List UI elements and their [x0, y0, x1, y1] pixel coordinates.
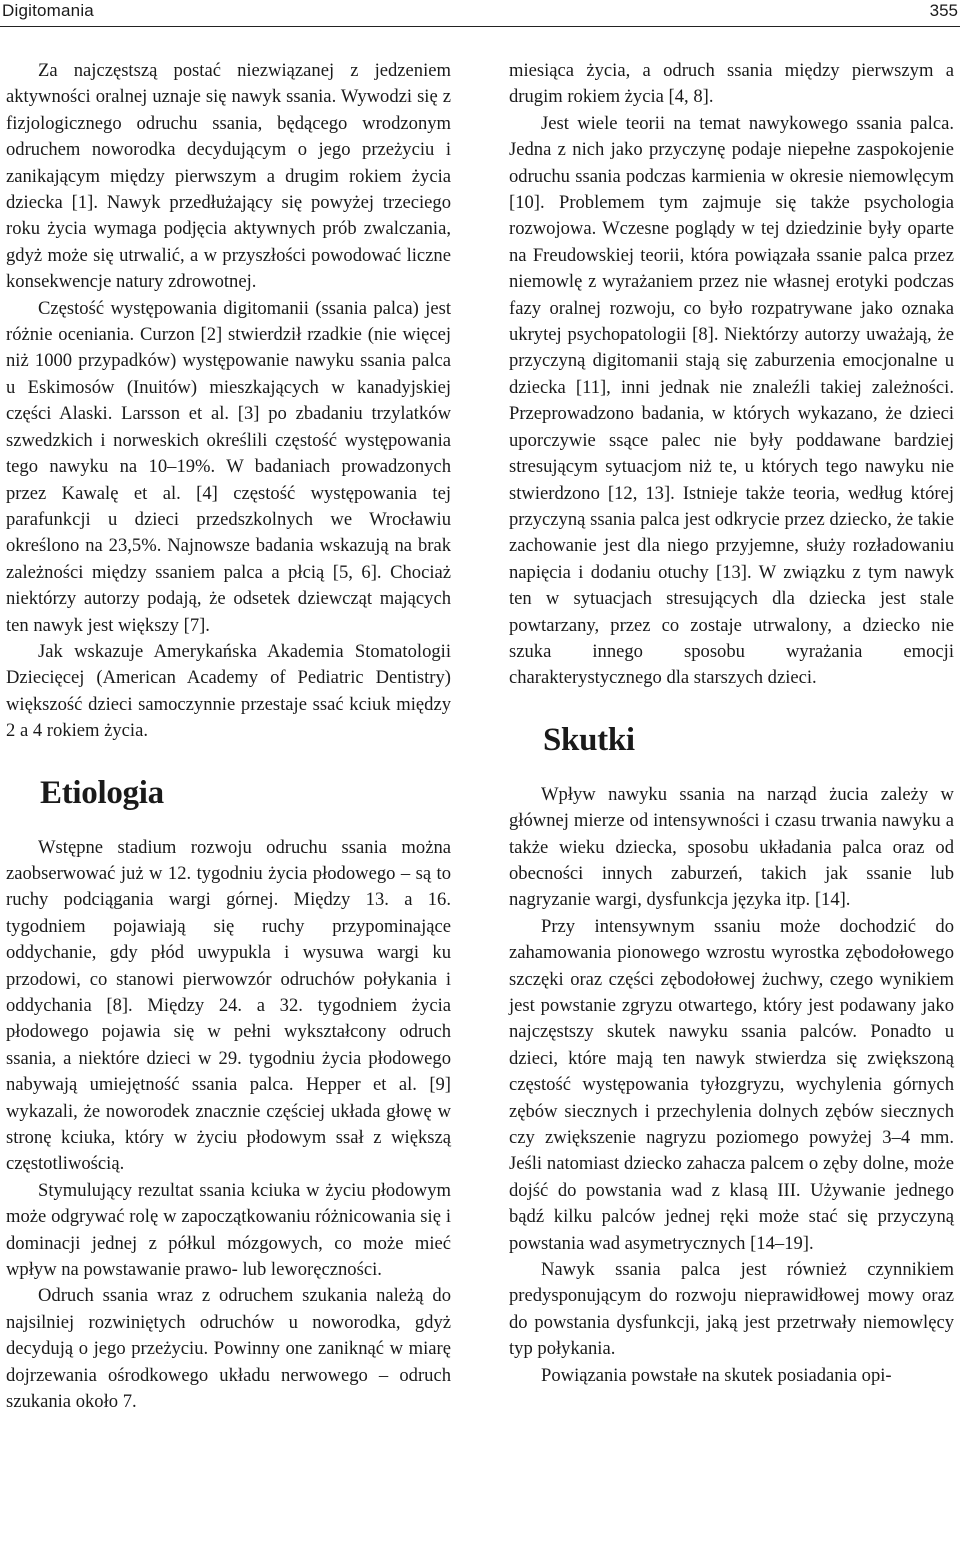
paragraph-continued: miesiąca życia, a odruch ssania między pierwszym a drugim rokiem życia [4, 8].: [509, 60, 954, 108]
paragraph: Za najczęstszą postać niezwiązanej z jedzeniem aktywności oralnej uznaje się nawyk ssania. Wywodzi się z fizjologicznego odruchu ssania, będącego wrodzonym odruchem noworodka decydującym o jego przeżyciu i zanikającym między pierwszym a drugim rokiem życia dziecka [1]. Nawyk przedłużający się powyżej trzeciego roku życia wymaga podjęcia aktywnych prób zwalczania, gdyż może się utrwalić, a w przyszłości powodować liczne konsekwencje natury zdrowotnej.: [6, 60, 451, 293]
paragraph: Wstępne stadium rozwoju odruchu ssania można zaobserwować już w 12. tygodniu życia płodowego – są to ruchy podciągania wargi górnej. Między 13. a 16. tygodniem pojawiają się ruchy przypominające oddychanie, gdy płód uwypukla i wysuwa wargi ku przodowi, co stanowi pierwowzór odruchów połykania i oddychania [8]. Między 24. a 32. tygodniem życia płodowego pojawia się w pełni wykształcony odruch ssania, a niektóre dzieci w 29. tygodniu życia płodowego nabywają umiejętność ssania palca. Hepper et al. [9] wykazali, że noworodek znacznie częściej układa głowę w stronę kciuka, który w życiu płodowym ssał z większą częstotliwością.: [6, 836, 451, 1175]
paragraph: Częstość występowania digitomanii (ssania palca) jest różnie oceniania. Curzon [2] stwierdził rzadkie (nie więcej niż 1000 przypadków) występowanie nawyku ssania palca u Eskimosów (Inuitów) mieszkających w kanadyjskiej części Alaski. Larsson et al. [3] po zbadaniu trzylatków szwedzkich i norweskich określili częstość występowania tego nawyku na 10–19%. W badaniach prowadzonych przez Kawalę et al. [4] częstość występowania tej parafunkcji u dzieci przedszkolnych we Wrocławiu określono na 23,5%. Najnowsze badania wskazują na brak zależności między ssaniem palca a płcią [5, 6]. Chociaż niektórzy autorzy podają, że odsetek dziewcząt mających ten nawyk jest większy [7].: [6, 297, 451, 636]
paragraph: Wpływ nawyku ssania na narząd żucia zależy w głównej mierze od intensywności i czasu trwania nawyku a także wieku dziecka, sposobu układania palca oraz od obecności innych zaburzeń, takich jak ssanie lub nagryzanie wargi, dysfunkcja języka itp. [14].: [509, 783, 954, 911]
section-heading-etiologia: Etiologia: [40, 774, 164, 811]
paragraph: Powiązania powstałe na skutek posiadania opi-: [541, 1364, 892, 1386]
left-column: [6, 58, 451, 1416]
paragraph: Nawyk ssania palca jest również czynnikiem predysponującym do rozwoju nieprawidłowej mowy oraz do powstania dysfunkcji, jaką jest przetrwały niemowlęcy typ połykania.: [509, 1259, 954, 1360]
paragraph: Stymulujący rezultat ssania kciuka w życiu płodowym może odgrywać rolę w zapoczątkowaniu różnicowania się i dominacji jednej z półkul mózgowych, co może mieć wpływ na powstawanie prawo- lub leworęczności.: [6, 1179, 451, 1281]
paragraph: Jak wskazuje Amerykańska Akademia Stomatologii Dziecięcej (American Academy of Pediatric Dentistry) większość dzieci samoczynnie przestaje ssać kciuk między 2 a 4 rokiem życia.: [6, 640, 451, 742]
running-header: [0, 0, 960, 27]
right-column: [509, 58, 954, 1389]
section-heading-skutki: Skutki: [543, 721, 635, 758]
paragraph: Odruch ssania wraz z odruchem szukania należą do najsilniej rozwiniętych odruchów u noworodka, gdyż decydują o jego przeżyciu. Powinny one zaniknąć w miarę dojrzewania ośrodkowego układu nerwowego – odruch szukania około 7.: [6, 1285, 451, 1413]
page-number: 355: [929, 1, 958, 20]
journal-title: Digitomania: [2, 1, 94, 20]
paragraph: Jest wiele teorii na temat nawykowego ssania palca. Jedna z nich jako przyczynę podaje niepełne zaspokojenie odruchu ssania podczas karmienia w okresie niemowlęcym [10]. Problemem tym zajmuje się także psychologia rozwojowa. Wczesne poglądy w tej dziedzinie były oparte na Freudowskiej teorii, która powiązała ssanie palca przez niemowlę z wyrażaniem przez nie własnej erotyki podczas fazy oralnej rozwoju, co było rozpatrywane jako oznaka ukrytej psychopatologii [8]. Niektórzy autorzy uważają, że przyczyną digitomanii stają się zaburzenia emocjonalne u dziecka [11], inni jednak nie znaleźli takiej zależności. Przeprowadzono badania, w których wykazano, że dzieci uporczywie ssące palec nie były poddawane bardziej stresującym sytuacjom niż te, u których tego nawyku nie stwierdzono [12, 13]. Istnieje także teoria, według której przyczyną ssania palca jest odkrycie przez dziecko, że takie zachowanie jest dla niego przyjemne, służy rozładowaniu napięcia i dodaniu otuchy [13]. W związku z tym nawyk ten w sytuacjach stresujących dla dziecka jest stale powtarzany, przez co zostaje utrwalony, a dziecko nie szuka innego sposobu wyrażania emocji charakterystycznego dla starszych dzieci.: [509, 112, 954, 689]
paragraph: Przy intensywnym ssaniu może dochodzić do zahamowania pionowego wzrostu wyrostka zębodołowego szczęki oraz części zębodołowej żuchwy, czego wynikiem jest powstanie zgryzu otwartego, który jest podawany jako najczęstszy skutek nawyku ssania palców. Ponadto u dzieci, które mają ten nawyk stwierdza się zwiększoną częstość występowania tyłozgryzu, wychylenia górnych zębów siecznych i przechylenia dolnych zębów siecznych czy zwiększenie nagryzu poziomego powyżej 3–4 mm. Jeśli natomiast dziecko zahacza palcem o zęby dolne, może dojść do powstania wad z klasą III. Używanie jednego bądź kilku palców jednej ręki może stać się przyczyną powstania wad asymetrycznych [14–19].: [509, 915, 954, 1254]
